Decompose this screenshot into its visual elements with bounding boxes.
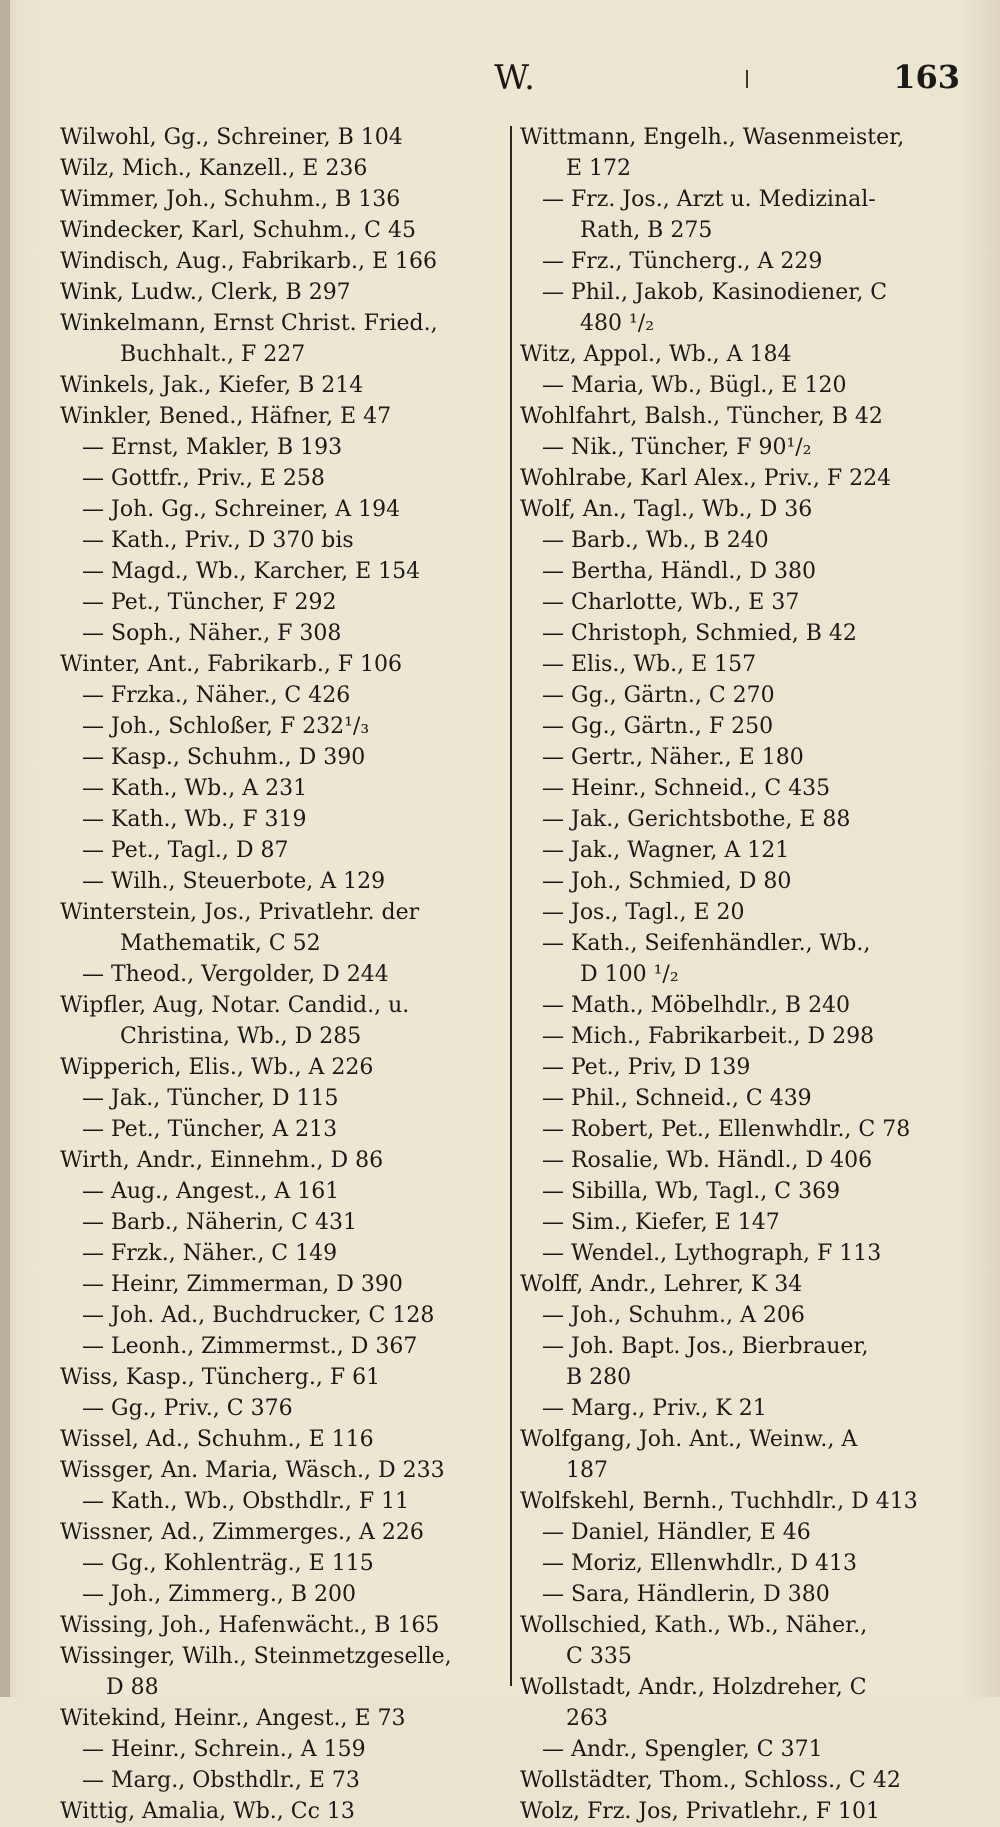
directory-entry: Wittmann, Engelh., Wasenmeister, — [520, 125, 905, 150]
directory-subentry: — Phil., Jakob, Kasinodiener, C — [542, 280, 888, 305]
directory-entry-continuation: 480 ¹/₂ — [580, 311, 655, 336]
directory-subentry: — Phil., Schneid., C 439 — [542, 1086, 812, 1111]
directory-subentry: — Ernst, Makler, B 193 — [82, 435, 343, 460]
directory-subentry: — Joh., Schloßer, F 232¹/₃ — [82, 714, 370, 739]
directory-subentry: — Sim., Kiefer, E 147 — [542, 1210, 780, 1235]
directory-subentry: — Jak., Gerichtsbothe, E 88 — [542, 807, 851, 832]
directory-subentry: — Jak., Tüncher, D 115 — [82, 1086, 339, 1111]
directory-subentry: — Gertr., Näher., E 180 — [542, 745, 804, 770]
directory-entry: Wittig, Amalia, Wb., Cc 13 — [60, 1799, 355, 1824]
directory-subentry: — Kasp., Schuhm., D 390 — [82, 745, 366, 770]
directory-subentry: — Daniel, Händler, E 46 — [542, 1520, 811, 1545]
directory-subentry: — Heinr., Schrein., A 159 — [82, 1737, 366, 1762]
page-gutter — [0, 0, 10, 1697]
directory-subentry: — Kath., Seifenhändler., Wb., — [542, 931, 871, 956]
directory-subentry: — Wilh., Steuerbote, A 129 — [82, 869, 386, 894]
column-divider — [510, 126, 512, 1686]
header-mark — [746, 70, 748, 88]
left-column — [60, 122, 510, 1827]
directory-entry: Winkelmann, Ernst Christ. Fried., — [60, 311, 438, 336]
directory-subentry: — Pet., Priv, D 139 — [542, 1055, 751, 1080]
directory-subentry: — Mich., Fabrikarbeit., D 298 — [542, 1024, 875, 1049]
directory-subentry: — Charlotte, Wb., E 37 — [542, 590, 800, 615]
directory-subentry: — Rosalie, Wb. Händl., D 406 — [542, 1148, 873, 1173]
directory-entry-continuation: 263 — [566, 1706, 608, 1731]
directory-entry: Wilz, Mich., Kanzell., E 236 — [60, 156, 368, 181]
directory-entry: Wirth, Andr., Einnehm., D 86 — [60, 1148, 384, 1173]
directory-subentry: — Marg., Priv., K 21 — [542, 1396, 767, 1421]
directory-subentry: — Maria, Wb., Bügl., E 120 — [542, 373, 847, 398]
directory-subentry: — Gg., Priv., C 376 — [82, 1396, 293, 1421]
directory-entry: Wissger, An. Maria, Wäsch., D 233 — [60, 1458, 445, 1483]
directory-entry: Wiss, Kasp., Tüncherg., F 61 — [60, 1365, 381, 1390]
directory-entry: Wollschied, Kath., Wb., Näher., — [520, 1613, 868, 1638]
directory-subentry: — Joh. Gg., Schreiner, A 194 — [82, 497, 401, 522]
directory-entry: Wolf, An., Tagl., Wb., D 36 — [520, 497, 813, 522]
directory-entry: Wissinger, Wilh., Steinmetzgeselle, — [60, 1644, 452, 1669]
directory-entry-continuation: B 280 — [566, 1365, 632, 1390]
directory-subentry: — Gg., Gärtn., C 270 — [542, 683, 775, 708]
directory-subentry: — Jos., Tagl., E 20 — [542, 900, 745, 925]
directory-subentry: — Andr., Spengler, C 371 — [542, 1737, 823, 1762]
directory-subentry: — Jak., Wagner, A 121 — [542, 838, 790, 863]
directory-subentry: — Sara, Händlerin, D 380 — [542, 1582, 830, 1607]
directory-subentry: — Barb., Wb., B 240 — [542, 528, 769, 553]
directory-subentry: — Bertha, Händl., D 380 — [542, 559, 817, 584]
directory-entry: Wipperich, Elis., Wb., A 226 — [60, 1055, 374, 1080]
directory-subentry: — Heinr., Schneid., C 435 — [542, 776, 831, 801]
directory-subentry: — Moriz, Ellenwhdlr., D 413 — [542, 1551, 858, 1576]
directory-subentry: — Kath., Priv., D 370 bis — [82, 528, 354, 553]
directory-entry: Wohlfahrt, Balsh., Tüncher, B 42 — [520, 404, 883, 429]
directory-entry: Winkels, Jak., Kiefer, B 214 — [60, 373, 364, 398]
directory-subentry: — Math., Möbelhdlr., B 240 — [542, 993, 851, 1018]
directory-subentry: — Gg., Kohlenträg., E 115 — [82, 1551, 374, 1576]
directory-subentry: — Nik., Tüncher, F 90¹/₂ — [542, 435, 812, 460]
directory-entry: Wolff, Andr., Lehrer, K 34 — [520, 1272, 803, 1297]
directory-entry: Wolfskehl, Bernh., Tuchhdlr., D 413 — [520, 1489, 918, 1514]
directory-entry: Wissing, Joh., Hafenwächt., B 165 — [60, 1613, 440, 1638]
directory-subentry: — Frz., Tüncherg., A 229 — [542, 249, 823, 274]
directory-entry-continuation: Buchhalt., F 227 — [120, 342, 306, 367]
directory-entry: Wimmer, Joh., Schuhm., B 136 — [60, 187, 401, 212]
directory-subentry: — Frzka., Näher., C 426 — [82, 683, 351, 708]
directory-subentry: — Aug., Angest., A 161 — [82, 1179, 340, 1204]
directory-entry: Wipfler, Aug, Notar. Candid., u. — [60, 993, 410, 1018]
directory-subentry: — Barb., Näherin, C 431 — [82, 1210, 357, 1235]
directory-subentry: — Pet., Tagl., D 87 — [82, 838, 289, 863]
directory-subentry: — Pet., Tüncher, F 292 — [82, 590, 337, 615]
directory-entry: Wolfgang, Joh. Ant., Weinw., A — [520, 1427, 858, 1452]
directory-entry-continuation: Mathematik, C 52 — [120, 931, 321, 956]
directory-entry: Wissel, Ad., Schuhm., E 116 — [60, 1427, 374, 1452]
directory-subentry: — Frz. Jos., Arzt u. Medizinal- — [542, 187, 876, 212]
directory-entry: Windisch, Aug., Fabrikarb., E 166 — [60, 249, 438, 274]
directory-entry: Witz, Appol., Wb., A 184 — [520, 342, 792, 367]
page-header-letter: W. — [494, 58, 536, 98]
directory-subentry: — Joh., Schuhm., A 206 — [542, 1303, 805, 1328]
directory-subentry: — Theod., Vergolder, D 244 — [82, 962, 389, 987]
directory-subentry: — Frzk., Näher., C 149 — [82, 1241, 338, 1266]
directory-entry: Wollstädter, Thom., Schloss., C 42 — [520, 1768, 901, 1793]
directory-entry: Wolz, Frz. Jos, Privatlehr., F 101 — [520, 1799, 880, 1824]
directory-entry-continuation: D 100 ¹/₂ — [580, 962, 679, 987]
directory-entry: Wilwohl, Gg., Schreiner, B 104 — [60, 125, 403, 150]
directory-subentry: — Joh. Ad., Buchdrucker, C 128 — [82, 1303, 435, 1328]
right-column — [520, 122, 980, 1827]
directory-subentry: — Heinr, Zimmerman, D 390 — [82, 1272, 403, 1297]
directory-entry-continuation: D 88 — [106, 1675, 159, 1700]
directory-entry-continuation: C 335 — [566, 1644, 632, 1669]
directory-subentry: — Christoph, Schmied, B 42 — [542, 621, 857, 646]
directory-subentry: — Soph., Näher., F 308 — [82, 621, 342, 646]
directory-subentry: — Magd., Wb., Karcher, E 154 — [82, 559, 421, 584]
directory-subentry: — Elis., Wb., E 157 — [542, 652, 757, 677]
directory-entry: Winkler, Bened., Häfner, E 47 — [60, 404, 392, 429]
directory-entry-continuation: Rath, B 275 — [580, 218, 713, 243]
directory-subentry: — Joh., Schmied, D 80 — [542, 869, 792, 894]
directory-subentry: — Kath., Wb., A 231 — [82, 776, 308, 801]
directory-entry: Wohlrabe, Karl Alex., Priv., F 224 — [520, 466, 892, 491]
directory-subentry: — Leonh., Zimmermst., D 367 — [82, 1334, 418, 1359]
directory-entry: Winter, Ant., Fabrikarb., F 106 — [60, 652, 403, 677]
directory-subentry: — Robert, Pet., Ellenwhdlr., C 78 — [542, 1117, 911, 1142]
directory-subentry: — Sibilla, Wb, Tagl., C 369 — [542, 1179, 841, 1204]
directory-entry-continuation: E 172 — [566, 156, 632, 181]
directory-entry: Wissner, Ad., Zimmerges., A 226 — [60, 1520, 424, 1545]
directory-entry: Windecker, Karl, Schuhm., C 45 — [60, 218, 416, 243]
directory-subentry: — Marg., Obsthdlr., E 73 — [82, 1768, 360, 1793]
directory-entry: Wollstadt, Andr., Holzdreher, C — [520, 1675, 867, 1700]
page-number: 163 — [893, 58, 960, 96]
directory-subentry: — Joh. Bapt. Jos., Bierbrauer, — [542, 1334, 869, 1359]
directory-entry: Winterstein, Jos., Privatlehr. der — [60, 900, 420, 925]
directory-entry: Witekind, Heinr., Angest., E 73 — [60, 1706, 406, 1731]
directory-entry-continuation: 187 — [566, 1458, 608, 1483]
directory-entry-continuation: Christina, Wb., D 285 — [120, 1024, 362, 1049]
directory-subentry: — Pet., Tüncher, A 213 — [82, 1117, 338, 1142]
directory-subentry: — Kath., Wb., F 319 — [82, 807, 307, 832]
directory-subentry: — Kath., Wb., Obsthdlr., F 11 — [82, 1489, 410, 1514]
directory-subentry: — Gg., Gärtn., F 250 — [542, 714, 774, 739]
directory-subentry: — Joh., Zimmerg., B 200 — [82, 1582, 357, 1607]
directory-entry: Wink, Ludw., Clerk, B 297 — [60, 280, 351, 305]
directory-subentry: — Gottfr., Priv., E 258 — [82, 466, 325, 491]
directory-subentry: — Wendel., Lythograph, F 113 — [542, 1241, 882, 1266]
